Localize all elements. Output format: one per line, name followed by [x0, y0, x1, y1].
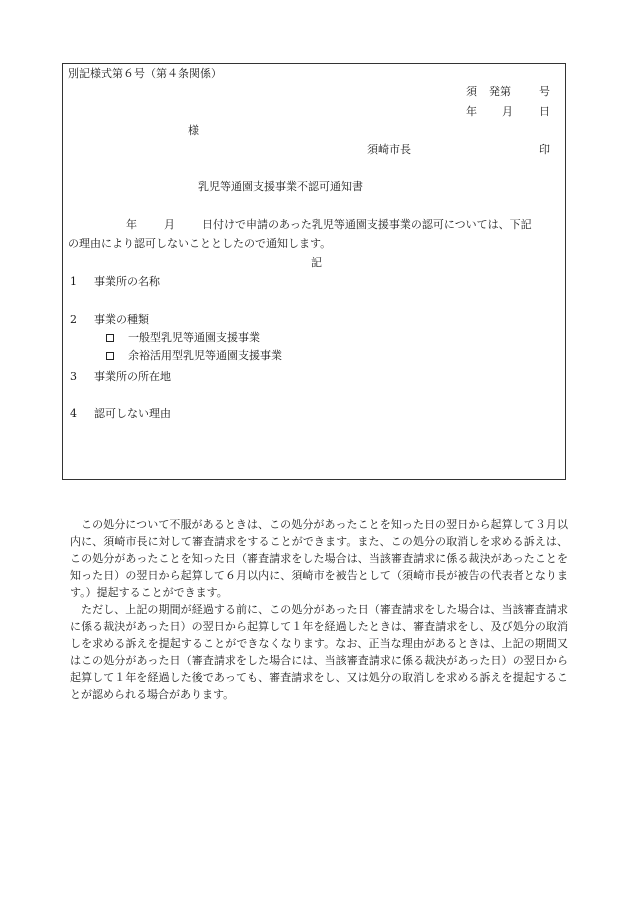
- body-month: 月: [164, 218, 175, 231]
- body-text-line2: の理由により認可しないこととしたので通知します。: [68, 237, 332, 250]
- item-label-denial-reason: 認可しない理由: [94, 407, 171, 420]
- item-label-business-type: 事業の種類: [94, 313, 149, 326]
- item-label-office-address: 事業所の所在地: [94, 370, 171, 383]
- item-label-office-name: 事業所の名称: [94, 275, 160, 288]
- issue-number-middle: 発第: [489, 85, 511, 98]
- body-text-line1: 日付けで申請のあった乳児等通園支援事業の認可については、下記: [202, 218, 532, 231]
- date-day: 日: [539, 105, 550, 118]
- body-year: 年: [126, 218, 137, 231]
- document-title: 乳児等通園支援事業不認可通知書: [198, 180, 363, 193]
- ki-label: 記: [311, 256, 322, 269]
- issuer-name: 須崎市長: [367, 143, 411, 156]
- date-month: 月: [502, 105, 513, 118]
- appeal-notice: [70, 516, 568, 703]
- checkbox-general-type[interactable]: [106, 334, 114, 342]
- form-label: 別記様式第６号（第４条関係）: [68, 67, 222, 80]
- item-number: 4: [70, 407, 77, 420]
- item-number: 1: [70, 275, 77, 288]
- date-year: 年: [466, 105, 477, 118]
- issue-number-suffix: 号: [539, 85, 550, 98]
- appeal-notice-paragraph: ただし、上記の期間が経過する前に、この処分があった日（審査請求をした場合は、当該審査請求に係る裁決があった日）の翌日から起算して１年を経過したときは、審査請求をし、及び処分の取消しを求める訴えを提起することができなくなります。なお、正当な理由があるときは、上記の期間又はこの処分があった日（審査請求をした場合には、当該審査請求に係る裁決があった日）の翌日から起算して１年を経過した後であっても、審査請求をし、又は処分の取消しを求める訴えを提起することが認められる場合があります。: [70, 603, 568, 701]
- item-number: 3: [70, 370, 77, 383]
- seal-mark: 印: [539, 143, 550, 156]
- issue-number-prefix: 須: [466, 85, 477, 98]
- business-type-surplus: 余裕活用型乳児等通園支援事業: [128, 349, 282, 362]
- business-type-general: 一般型乳児等通園支援事業: [128, 331, 260, 344]
- checkbox-surplus-type[interactable]: [106, 352, 114, 360]
- addressee-suffix: 様: [188, 124, 199, 137]
- item-number: 2: [70, 313, 77, 326]
- appeal-notice-paragraph: この処分について不服があるときは、この処分があったことを知った日の翌日から起算して３月以内に、須崎市長に対して審査請求をすることができます。また、この処分の取消しを求める訴えは、この処分があったことを知った日（審査請求をした場合は、当該審査請求に係る裁決があったことを知った日）の翌日から起算して６月以内に、須崎市を被告として（須崎市長が被告の代表者となります。）提起することができます。: [70, 518, 568, 599]
